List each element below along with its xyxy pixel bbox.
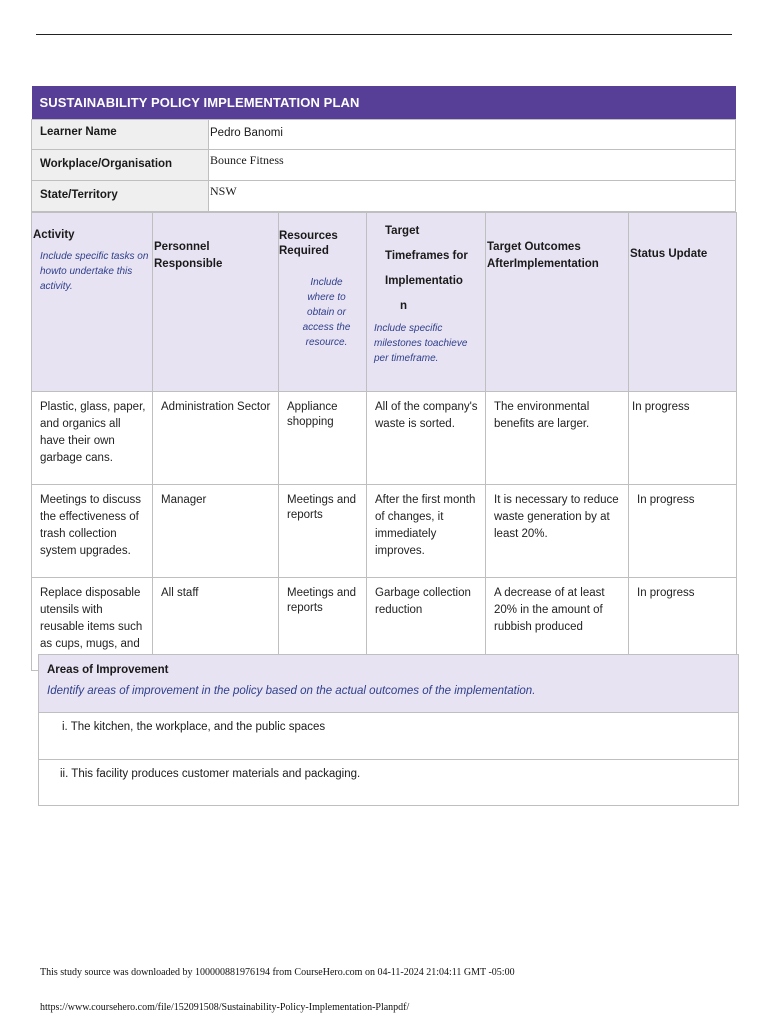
header-outcomes-line2: AfterImplementation — [487, 258, 599, 270]
header-outcomes-line1: Target Outcomes — [487, 241, 581, 253]
header-status-update: Status Update — [629, 213, 737, 392]
header-resources — [279, 213, 367, 392]
timeframe-cell: After the first month of changes, it immediately improves. — [367, 485, 486, 578]
workplace-label: Workplace/Organisation — [32, 150, 209, 181]
top-divider — [36, 34, 732, 35]
outcome-cell: It is necessary to reduce waste generation by at least 20%. — [486, 485, 629, 578]
header-activity-hint: Include specific tasks on howto undertake this activity. — [40, 251, 149, 292]
personnel-cell: Administration Sector — [153, 392, 279, 485]
areas-header — [39, 655, 738, 713]
header-target-timeframes — [367, 213, 486, 392]
plan-title: SUSTAINABILITY POLICY IMPLEMENTATION PLAN — [32, 86, 736, 120]
header-resources-line2: Required — [279, 245, 329, 257]
learner-name-value: Pedro Banomi — [209, 120, 736, 150]
state-label: State/Territory — [32, 181, 209, 212]
learner-info-table — [31, 86, 736, 212]
status-cell: In progress — [629, 578, 737, 671]
header-target-hint: Include specific milestones toachieve per timeframe. — [374, 323, 468, 364]
activity-cell: Plastic, glass, paper, and organics all have their own garbage cans. — [32, 392, 153, 485]
header-target-outcomes — [486, 213, 629, 392]
header-personnel-line1: Personnel — [154, 241, 210, 253]
header-resources-line1: Resources — [279, 230, 338, 242]
state-value: NSW — [209, 181, 736, 212]
resources-cell: Meetings and reports — [279, 485, 367, 578]
header-activity — [32, 213, 153, 392]
download-source-note: This study source was downloaded by 100000881976194 from CourseHero.com on 04-11-2024 21:04:11 GMT -05:00 — [40, 967, 515, 978]
personnel-cell: Manager — [153, 485, 279, 578]
outcome-cell: The environmental benefits are larger. — [486, 392, 629, 485]
plan-row — [32, 392, 737, 485]
header-target-line4: n — [400, 300, 408, 312]
header-target-line3: Implementatio — [385, 275, 463, 287]
timeframe-cell: All of the company's waste is sorted. — [367, 392, 486, 485]
header-activity-label: Activity — [33, 229, 75, 241]
source-url[interactable]: https://www.coursehero.com/file/152091508/Sustainability-Policy-Implementation-Planpdf/ — [40, 1002, 410, 1013]
resources-cell: Appliance shopping — [279, 392, 367, 485]
personnel-cell: All staff — [153, 578, 279, 671]
areas-hint: Identify areas of improvement in the policy based on the actual outcomes of the implementation. — [47, 685, 536, 697]
status-cell: In progress — [629, 485, 737, 578]
header-personnel-line2: Responsible — [154, 258, 223, 270]
activity-cell: Meetings to discuss the effectiveness of trash collection system upgrades. — [32, 485, 153, 578]
header-target-line2: Timeframes for — [385, 250, 468, 262]
status-cell: In progress — [629, 392, 737, 485]
improvement-item: ii. This facility produces customer materials and packaging. — [39, 759, 738, 805]
plan-header-row — [32, 213, 737, 392]
header-target-line1: Target — [385, 225, 420, 237]
timeframe-cell: Garbage collection reduction — [367, 578, 486, 671]
implementation-plan-table — [31, 212, 737, 671]
areas-title: Areas of Improvement — [47, 664, 169, 676]
learner-name-label: Learner Name — [32, 120, 209, 150]
resources-cell: Meetings and reports — [279, 578, 367, 671]
improvement-item: i. The kitchen, the workplace, and the public spaces — [62, 721, 326, 733]
activity-cell: Replace disposable utensils with reusable items such as cups, mugs, and — [32, 578, 153, 671]
outcome-cell: A decrease of at least 20% in the amount of rubbish produced — [486, 578, 629, 671]
areas-of-improvement — [38, 654, 739, 806]
header-resources-hint: Include where to obtain or access the resource. — [302, 277, 351, 348]
plan-row — [32, 485, 737, 578]
workplace-value: Bounce Fitness — [209, 150, 736, 181]
header-personnel — [153, 213, 279, 392]
